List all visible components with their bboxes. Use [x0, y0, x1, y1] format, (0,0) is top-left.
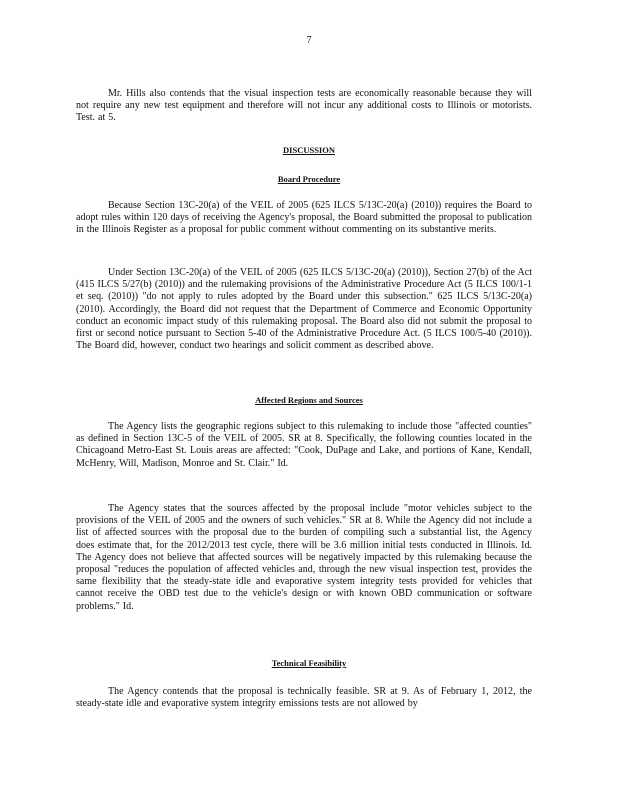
paragraph-technical-feasibility: The Agency contends that the proposal is technically feasible. SR at 9. As of February 1, 2012, the steady-state idle and evaporative system integrity emissions tests are not allowed by — [76, 686, 532, 710]
heading-affected-regions: Affected Regions and Sources — [255, 395, 363, 405]
page-number: 7 — [306, 35, 312, 46]
paragraph-board-procedure: Because Section 13C-20(a) of the VEIL of 2005 (625 ILCS 5/13C-20(a) (2010)) requires the Board to adopt rules within 120 days of receiving the Agency's proposal, the Board submitted the proposal to publication in the Illinois Register as a proposal for public comment without commenting on its substantive merits. — [76, 200, 532, 236]
heading-discussion: DISCUSSION — [283, 145, 335, 155]
paragraph-hills-contention: Mr. Hills also contends that the visual inspection tests are economically reasonable because they will not require any new test equipment and therefore will not incur any additional costs to Illinois or motorists. Test. at 5. — [76, 88, 532, 124]
heading-technical-feasibility: Technical Feasibility — [271, 658, 347, 668]
paragraph-affected-regions: The Agency lists the geographic regions subject to this rulemaking to include those "affected counties" as defined in Section 13C-5 of the VEIL of 2005. SR at 8. Specifically, the following counties located in the Chicagoand Metro-East St. Louis areas are affected: "Cook, DuPage and Lake, and portions of Kane, Kendall, McHenry, Will, Madison, Monroe and St. Clair." Id. — [76, 421, 532, 469]
paragraph-affected-sources: The Agency states that the sources affected by the proposal include "motor vehicles subject to the provisions of the VEIL of 2005 and the owners of such vehicles." SR at 8. While the Agency did not include a list of affected sources with the proposal due to the burden of compiling such a substantial list, the Agency does estimate that, for the 2012/2013 test cycle, there will be 3.6 million initial tests conducted in Illinois. Id. The Agency does not believe that affected sources will be negatively impacted by this rulemaking because the proposal "reduces the population of affected vehicles and, through the new visual inspection test, provides the same flexibility that the steady-state idle and evaporative system integrity tests provided for vehicles that cannot receive the OBD test due to the vehicle's design or with known OBD communication or software problems." Id. — [76, 503, 532, 612]
paragraph-section-13c: Under Section 13C-20(a) of the VEIL of 2005 (625 ILCS 5/13C-20(a) (2010)), Section 27(b) of the Act (415 ILCS 5/27(b) (2010)) and the rulemaking provisions of the Administrative Procedure Act (5 ILCS 100/1-1 et seq. (2010)) "do not apply to rules adopted by the Board under this subsection." 625 ILCS 5/13C-20(a) (2010). Accordingly, the Board did not request that the Department of Commerce and Economic Opportunity conduct an economic impact study of this rulemaking proposal. The Board also did not submit the proposal to first or second notice pursuant to Section 5-40 of the Administrative Procedure Act. (5 ILCS 100/5-40 (2010)). The Board did, however, conduct two hearings and solicit comment as described above. — [76, 267, 532, 352]
heading-board-procedure: Board Procedure — [277, 174, 341, 184]
